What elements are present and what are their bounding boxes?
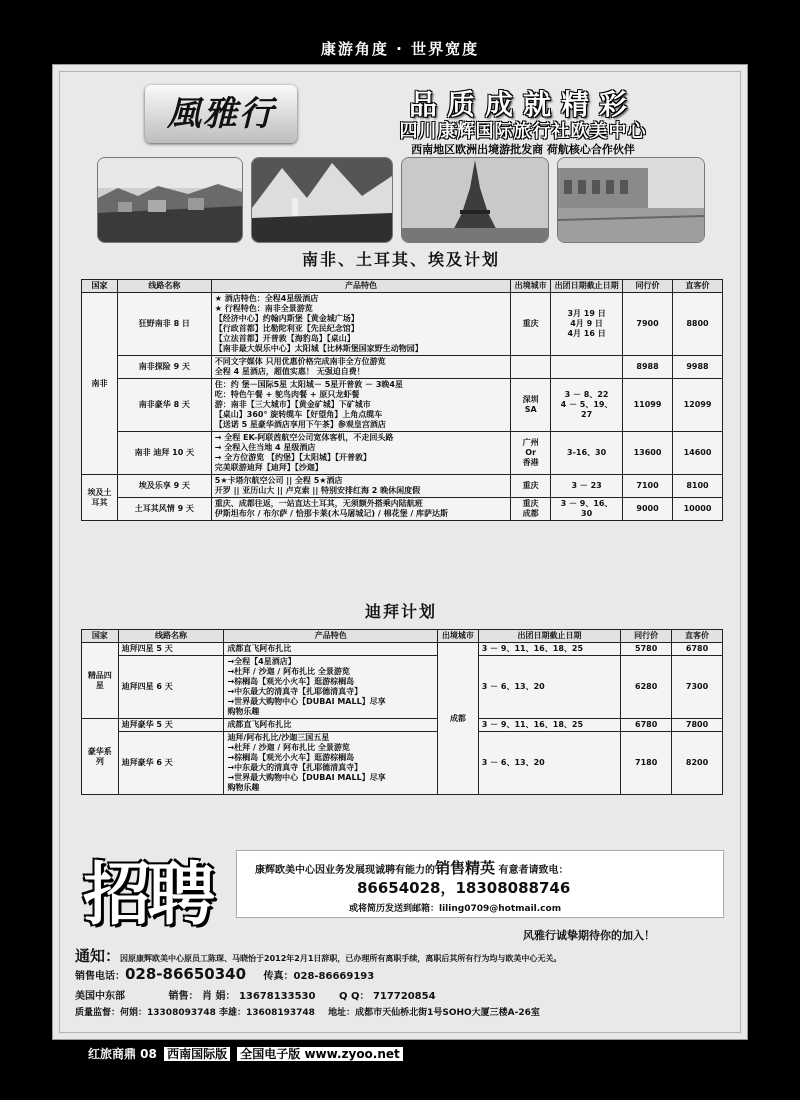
route-cell: 狂野南非 8 日 xyxy=(117,293,211,356)
dates-cell: 3 － 8、22 4 － 5、19、 27 xyxy=(551,379,623,432)
quality-label: 质量监督： xyxy=(75,1008,121,1018)
peer-price-cell: 7900 xyxy=(623,293,673,356)
recruit-heading: 招聘 xyxy=(83,855,212,935)
route-cell: 南非 迪拜 10 天 xyxy=(117,432,211,475)
peer-price-cell: 6780 xyxy=(621,719,672,732)
notice-line xyxy=(75,945,561,966)
peer-price-cell: 11099 xyxy=(623,379,673,432)
section-title-africa-turkey: 南非、土耳其、埃及计划 xyxy=(301,250,500,269)
peer-price-cell: 8988 xyxy=(623,356,673,379)
qq-number: 717720854 xyxy=(372,991,436,1002)
peer-price-cell: 7180 xyxy=(621,732,672,795)
features-cell: 迪拜/阿布扎比/沙迦三国五星 →杜拜 / 沙迦 / 阿布扎比 全景游览 →棕榈岛【观光小火车】逛游棕榈岛 →中东最大的清真寺【扎耶德清真寺】 →世界最大购物中心【DUBAI MALL】尽享 购物乐趣 xyxy=(224,732,438,795)
recruit-welcome: 风雅行诚挚期待你的加入！ xyxy=(523,929,655,942)
recruit-box xyxy=(236,850,724,918)
table-row xyxy=(82,293,723,356)
footer-edition: 西南国际版 xyxy=(164,1047,230,1061)
sales-phone: 028-86650340 xyxy=(125,965,247,983)
col-header-country: 国家 xyxy=(82,280,118,293)
table-row xyxy=(82,379,723,432)
peer-price-cell: 7100 xyxy=(623,475,673,498)
dates-cell: 3 － 23 xyxy=(551,475,623,498)
recruit-contact-prompt: 有意者请致电： xyxy=(498,865,569,876)
retail-price-cell: 7800 xyxy=(672,719,723,732)
table-row xyxy=(82,432,723,475)
quality-contacts: 何娟：13308093748 李雄：13608193748 xyxy=(120,1008,315,1018)
city-cell: 深圳 SA xyxy=(511,379,551,432)
col-header-dates: 出团日期截止日期 xyxy=(478,630,620,643)
footer-page: 红旅商鼎 08 xyxy=(88,1047,157,1061)
dates-cell: 3 － 9、16、 30 xyxy=(551,498,623,521)
sales-phone-label: 销售电话： xyxy=(75,971,125,982)
col-header-features: 产品特色 xyxy=(224,630,438,643)
dates-cell: 3 － 9、11、16、18、25 xyxy=(478,719,620,732)
table-row xyxy=(82,498,723,521)
footer xyxy=(88,1045,403,1061)
section-title-dubai: 迪拜计划 xyxy=(364,602,437,621)
table-header-row xyxy=(82,280,723,293)
col-header-peer-price: 同行价 xyxy=(623,280,673,293)
col-header-route: 线路名称 xyxy=(118,630,224,643)
retail-price-cell: 8200 xyxy=(672,732,723,795)
recruit-line-1 xyxy=(255,857,569,878)
eiffel-tower-photo xyxy=(401,157,549,243)
country-cell: 南非 xyxy=(82,293,118,475)
brand-logo: 風雅行 xyxy=(145,85,297,143)
features-cell: 住：约 堡－国际5星 太阳城－ 5星开普敦 － 3晚4星 吃：特色午餐 + 鸵鸟肉餐 + 原只龙虾餐 游：南非【三大城市】【黄金矿城】下矿城市 【桌山】360° 旋转缆车【好望角】上角点缆车 【送诺 5 星豪华酒店享用下午茶】参观皇宫酒店 xyxy=(211,379,510,432)
city-cell: 广州 Or 香港 xyxy=(511,432,551,475)
address: 成都市天仙桥北街1号SOHO大厦三楼A-26室 xyxy=(355,1008,540,1018)
dates-cell: 3 － 6、13、20 xyxy=(478,656,620,719)
sales-label: 销售： xyxy=(168,991,199,1002)
recruit-position: 销售精英 xyxy=(435,859,496,877)
retail-price-cell: 7300 xyxy=(672,656,723,719)
col-header-retail-price: 直客价 xyxy=(672,630,723,643)
notice-text: 因原康辉欧美中心原员工陈琛、马晓怡于2012年2月1日辞职，已办理所有离职手续，离职后其所有行为均与欧美中心无关。 xyxy=(120,954,562,963)
route-cell: 南非豪华 8 天 xyxy=(117,379,211,432)
retail-price-cell: 8800 xyxy=(672,293,722,356)
route-cell: 迪拜四星 5 天 xyxy=(118,643,224,656)
table-row xyxy=(82,475,723,498)
retail-price-cell: 6780 xyxy=(672,643,723,656)
sales-contact-line xyxy=(75,987,436,1002)
peer-price-cell: 9000 xyxy=(623,498,673,521)
route-cell: 迪拜豪华 5 天 xyxy=(118,719,224,732)
retail-price-cell: 10000 xyxy=(672,498,722,521)
recruit-email: 或将简历发送到邮箱：liling0709@hotmail.com xyxy=(349,904,562,914)
col-header-peer-price: 同行价 xyxy=(621,630,672,643)
dates-cell: 3 － 6、13、20 xyxy=(478,732,620,795)
features-cell: ★ 酒店特色：全程4星级酒店 ★ 行程特色：南非全景游览 【经济中心】约翰内斯堡【黄金城广场】 【行政首都】比勒陀利亚【先民纪念馆】 【立法首都】开普敦【海豹岛】【桌山】 【南非最大娱乐中心】太阳城【比林斯堡国家野生动物园】 xyxy=(211,293,510,356)
city-cell xyxy=(511,356,551,379)
col-header-retail-price: 直客价 xyxy=(672,280,722,293)
quality-address-line xyxy=(75,1005,540,1018)
river-city-photo xyxy=(557,157,705,243)
city-cell: 成都 xyxy=(438,643,479,795)
country-cell: 豪华系列 xyxy=(82,719,119,795)
department: 美国中东部 xyxy=(75,991,125,1002)
city-cell: 重庆 xyxy=(511,293,551,356)
qq-label: Q Q： xyxy=(338,991,370,1002)
city-cell: 重庆 xyxy=(511,475,551,498)
features-cell: 成都直飞阿布扎比 xyxy=(224,643,438,656)
tagline: 西南地区欧洲出境游批发商 荷航核心合作伙伴 xyxy=(411,143,635,156)
country-cell: 埃及土耳其 xyxy=(82,475,118,521)
slogan: 品质成就精彩 xyxy=(408,88,637,121)
sales-phone-line xyxy=(75,965,374,983)
route-cell: 南非探险 9 天 xyxy=(117,356,211,379)
route-cell: 迪拜四星 6 天 xyxy=(118,656,224,719)
city-cell: 重庆 成都 xyxy=(511,498,551,521)
mountain-photo xyxy=(251,157,393,243)
dates-cell: 3月 19 日 4月 9 日 4月 16 日 xyxy=(551,293,623,356)
col-header-dates: 出团日期截止日期 xyxy=(551,280,623,293)
table-row xyxy=(82,643,723,656)
dubai-table xyxy=(81,629,723,795)
route-cell: 埃及乐享 9 天 xyxy=(117,475,211,498)
advert-page xyxy=(52,64,748,1040)
table-header-row xyxy=(82,630,723,643)
peer-price-cell: 5780 xyxy=(621,643,672,656)
table-row xyxy=(82,356,723,379)
africa-turkey-table xyxy=(81,279,723,521)
recruit-intro: 康辉欧美中心因业务发展现诚聘有能力的 xyxy=(255,865,435,876)
features-cell: 不同文字媒体 只用优惠价格完成南非全方位游览 全程 4 星酒店，超值实惠！ 无强迫自费！ xyxy=(211,356,510,379)
route-cell: 土耳其风情 9 天 xyxy=(117,498,211,521)
table-row xyxy=(82,656,723,719)
retail-price-cell: 8100 xyxy=(672,475,722,498)
features-cell: 成都直飞阿布扎比 xyxy=(224,719,438,732)
features-cell: 重庆、成都往返，一站直达土耳其，无须额外搭乘内陆航班 伊斯坦布尔 / 布尔萨 / 恰那卡莱(木马屠城记) / 棉花堡 / 库萨达斯 xyxy=(211,498,510,521)
features-cell: →全程【4星酒店】 →杜拜 / 沙迦 / 阿布扎比 全景游览 →棕榈岛【观光小火车】逛游棕榈岛 →中东最大的清真寺【扎耶德清真寺】 →世界最大购物中心【DUBAI MALL】尽享 购物乐趣 xyxy=(224,656,438,719)
dates-cell: 3-16、30 xyxy=(551,432,623,475)
fax-label: 传真： xyxy=(263,971,294,982)
village-photo xyxy=(97,157,243,243)
peer-price-cell: 13600 xyxy=(623,432,673,475)
col-header-features: 产品特色 xyxy=(211,280,510,293)
dates-cell: 3 － 9、11、16、18、25 xyxy=(478,643,620,656)
header-band: 康游角度 · 世界宽度 xyxy=(320,40,480,58)
table-row xyxy=(82,732,723,795)
col-header-city: 出境城市 xyxy=(511,280,551,293)
sales-mobile: 13678133530 xyxy=(238,991,316,1002)
footer-website: 全国电子版 www.zyoo.net xyxy=(237,1047,403,1061)
dates-cell xyxy=(551,356,623,379)
retail-price-cell: 12099 xyxy=(672,379,722,432)
company-name: 四川康辉国际旅行社欧美中心 xyxy=(399,121,647,142)
retail-price-cell: 9988 xyxy=(672,356,722,379)
retail-price-cell: 14600 xyxy=(672,432,722,475)
col-header-city: 出境城市 xyxy=(438,630,479,643)
features-cell: 5★卡塔尔航空公司 || 全程 5★酒店 开罗 || 亚历山大 || 卢克索 || 特别安排红海 2 晚休闲度假 xyxy=(211,475,510,498)
address-label: 地址： xyxy=(328,1008,356,1018)
notice-label: 通知： xyxy=(75,947,121,965)
fax-number: 028-86669193 xyxy=(293,971,375,982)
recruit-phones: 86654028，18308088746 xyxy=(357,879,571,897)
col-header-country: 国家 xyxy=(82,630,119,643)
col-header-route: 线路名称 xyxy=(117,280,211,293)
features-cell: → 全程 EK-阿联酋航空公司宽体客机，不走回头路 → 全程入住当地 4 星级酒店 → 全方位游览 【约堡】【太阳城】【开普敦】 完美联游迪拜【迪拜】【沙迦】 xyxy=(211,432,510,475)
sales-name: 肖 娟： xyxy=(201,991,236,1002)
peer-price-cell: 6280 xyxy=(621,656,672,719)
route-cell: 迪拜豪华 6 天 xyxy=(118,732,224,795)
country-cell: 精品四星 xyxy=(82,643,119,719)
table-row xyxy=(82,719,723,732)
